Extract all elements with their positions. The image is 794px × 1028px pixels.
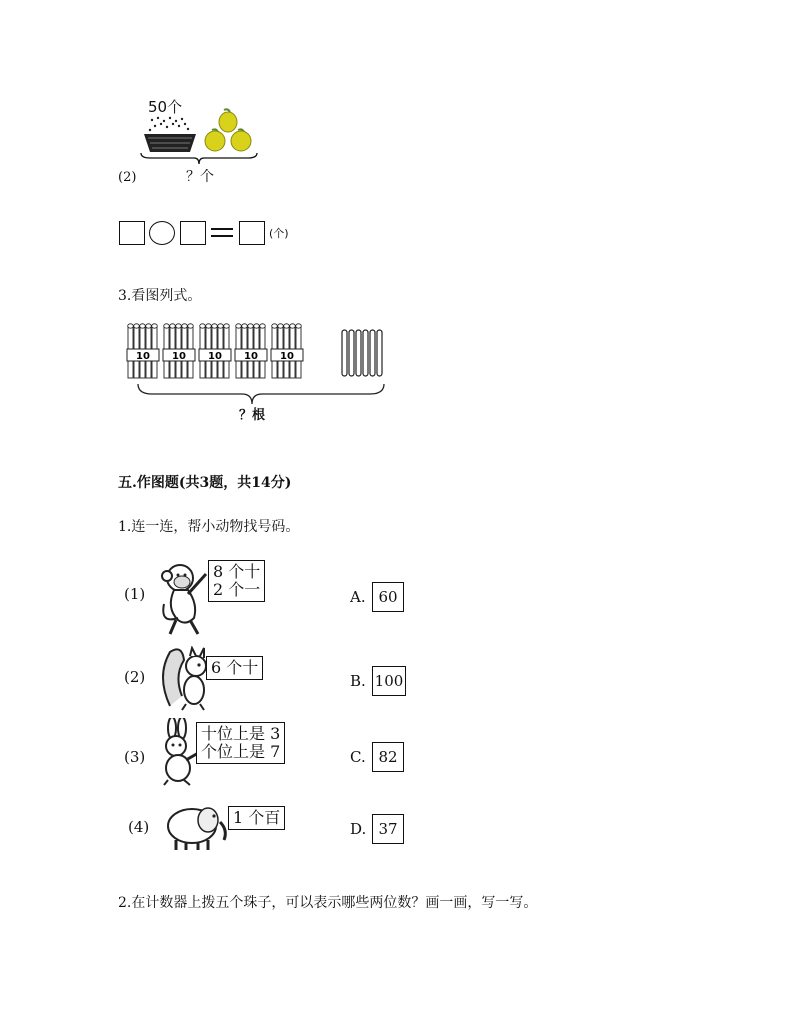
section5-q2: 2.在计数器上拨五个珠子，可以表示哪些两位数？画一画，写一写。	[118, 895, 538, 911]
section5-q1: 1.连一连，帮小动物找号码。	[118, 519, 300, 535]
clue-line-1: 8 个十	[213, 562, 261, 581]
stick-bundle	[127, 324, 159, 378]
bundle-label: 10	[208, 351, 222, 362]
option-number-box[interactable]: 37	[372, 814, 404, 844]
loose-stick	[349, 330, 354, 376]
option-letter: B.	[350, 672, 366, 690]
answer-option-a	[350, 582, 410, 614]
clue-line-1: 十位上是 3	[201, 724, 281, 743]
question-label: ？个	[186, 169, 214, 185]
option-letter: D.	[350, 820, 367, 838]
answer-option-d	[350, 814, 410, 846]
option-number-box[interactable]: 100	[372, 666, 406, 696]
problem2-label: (2)	[118, 170, 137, 185]
item-label: (3)	[124, 748, 146, 766]
option-number-box[interactable]: 82	[372, 742, 404, 772]
loose-stick	[356, 330, 361, 376]
bundle-label: 10	[172, 351, 186, 362]
equation-row	[119, 221, 309, 247]
equation-unit: (个)	[269, 227, 289, 240]
item-label: (1)	[124, 585, 146, 603]
stick-bundle	[163, 324, 195, 378]
operator-circle[interactable]	[149, 221, 175, 245]
clue-line-2: 个位上是 7	[201, 742, 281, 761]
stick-bundle	[271, 324, 303, 378]
clue-box	[206, 656, 263, 680]
clue-box	[228, 806, 285, 830]
answer-option-c	[350, 742, 410, 774]
clue-box	[196, 722, 285, 764]
clue-line-1: 6 个十	[211, 658, 259, 677]
clue-box	[208, 560, 265, 602]
option-letter: C.	[350, 748, 366, 766]
option-letter: A.	[350, 588, 366, 606]
problem2-figure	[138, 96, 268, 186]
sticks-brace	[138, 384, 384, 404]
section5-title: 五.作图题(共3题，共14分)	[118, 475, 292, 491]
sticks-figure	[124, 320, 394, 423]
equals-sign	[211, 224, 233, 240]
clue-line-2: 2 个一	[213, 580, 261, 599]
answer-box-1[interactable]	[119, 221, 145, 245]
bundle-label: 10	[136, 351, 150, 362]
clue-line-1: 1 个百	[233, 808, 281, 827]
brace-icon	[140, 152, 258, 166]
bundle-label: 10	[280, 351, 294, 362]
problem3-title: 3.看图列式。	[118, 288, 202, 304]
sticks-question-label: ？根	[239, 408, 266, 423]
loose-stick	[342, 330, 347, 376]
stick-bundle	[199, 324, 231, 378]
stick-bundle	[235, 324, 267, 378]
elephant-icon[interactable]	[164, 800, 230, 852]
loose-stick	[363, 330, 368, 376]
option-number-box[interactable]: 60	[372, 582, 404, 612]
loose-stick	[377, 330, 382, 376]
answer-box-2[interactable]	[180, 221, 206, 245]
basket-count-label: 50个	[148, 98, 183, 116]
bundle-label: 10	[244, 351, 258, 362]
item-label: (4)	[128, 818, 150, 836]
pears-icon	[202, 108, 256, 154]
loose-stick	[370, 330, 375, 376]
answer-option-b	[350, 666, 410, 698]
item-label: (2)	[124, 668, 146, 686]
answer-box-3[interactable]	[239, 221, 265, 245]
